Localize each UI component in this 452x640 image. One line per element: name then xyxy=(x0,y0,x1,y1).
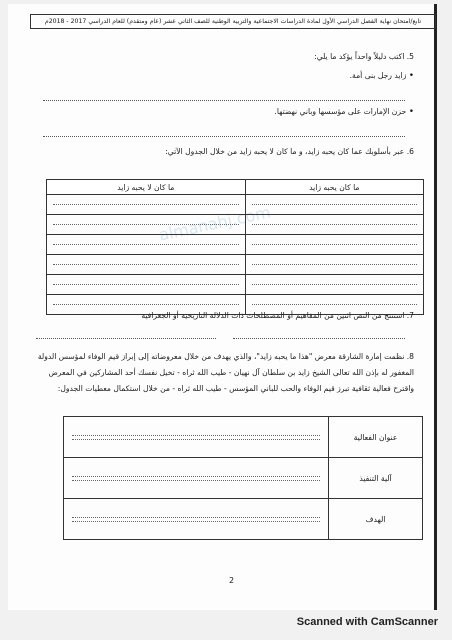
answer-cell[interactable] xyxy=(47,195,246,215)
col-dislikes-header: ما كان لا يحبه زايد xyxy=(47,180,246,195)
answer-cell[interactable] xyxy=(245,195,423,215)
table-row xyxy=(64,417,423,458)
row-label: آلية التنفيذ xyxy=(329,458,423,499)
table-row xyxy=(64,458,423,499)
q8-line1: 8. نظمت إمارة الشارقة معرض "هذا ما يحبه زايد"، والذي يهدف من خلال معروضاته إلى إبراز قيم الوفاء لمؤسس الدولة xyxy=(37,352,414,361)
answer-cell[interactable] xyxy=(47,235,246,255)
watermark: almanahj.com xyxy=(157,202,273,245)
answer-cell[interactable] xyxy=(245,215,423,235)
q6-title: 6. عبر بأسلوبك عما كان يحبه زايد، و ما كان لا يحبه زايد من خلال الجدول الآتي: xyxy=(165,147,414,156)
table-row xyxy=(47,255,424,275)
q8-line2: المغفور له بإذن الله تعالى الشيخ زايد بن سلطان آل نهيان - طيب الله ثراه - تخيل نفسك أحد المشاركين في المعرض xyxy=(48,368,414,377)
answer-cell[interactable] xyxy=(47,275,246,295)
answer-cell[interactable] xyxy=(47,255,246,275)
q6-table xyxy=(46,179,424,315)
q8-table xyxy=(63,416,423,540)
q5-item-a-text: زايد رجل بنى أمة. xyxy=(349,71,407,80)
answer-cell[interactable] xyxy=(245,275,423,295)
col-likes-header: ما كان يحبه زايد xyxy=(245,180,423,195)
q8-line3: واقترح فعالية ثقافية تبرز قيم الوفاء والحب للباني المؤسس - طيب الله ثراه - من خلال استكمال معطيات الجدول: xyxy=(57,384,414,393)
table-row xyxy=(47,235,424,255)
row-label: عنوان الفعالية xyxy=(329,417,423,458)
table-row xyxy=(64,499,423,540)
answer-cell[interactable] xyxy=(245,255,423,275)
answer-cell[interactable] xyxy=(245,235,423,255)
q5-item-b-text: حزن الإمارات على مؤسسها وباني نهضتها. xyxy=(274,107,407,116)
q5-title: 5. اكتب دليلاً واحداً يؤكد ما يلي: xyxy=(314,52,414,61)
exam-header: تابع/امتحان نهاية الفصل الدراسي الأول لمادة الدراسات الاجتماعية والتربية الوطنية للصف الثاني عشر (عام ومتقدم) للعام الدراسي 2017 - 2018م xyxy=(30,14,436,29)
page-number: 2 xyxy=(229,576,235,585)
table-row xyxy=(47,195,424,215)
row-label: الهدف xyxy=(329,499,423,540)
q7-title: 7. استنتج من النص اثنين من المفاهيم أو المصطلحات ذات الدلالة التاريخية أو الجغرافية xyxy=(141,311,414,320)
answer-line[interactable] xyxy=(43,136,405,137)
answer-cell[interactable] xyxy=(64,458,329,499)
answer-cell[interactable] xyxy=(64,499,329,540)
answer-cell[interactable] xyxy=(64,417,329,458)
q5-item-a: • زايد رجل بنى أمة. xyxy=(349,71,414,81)
scanner-footer: Scanned with CamScanner xyxy=(296,616,438,628)
answer-line[interactable] xyxy=(36,338,216,339)
table-row xyxy=(47,275,424,295)
q5-item-b: • حزن الإمارات على مؤسسها وباني نهضتها. xyxy=(274,107,414,117)
answer-line[interactable] xyxy=(233,338,405,339)
answer-line[interactable] xyxy=(43,100,405,101)
exam-page xyxy=(8,4,437,610)
table-row xyxy=(47,215,424,235)
answer-cell[interactable] xyxy=(47,215,246,235)
